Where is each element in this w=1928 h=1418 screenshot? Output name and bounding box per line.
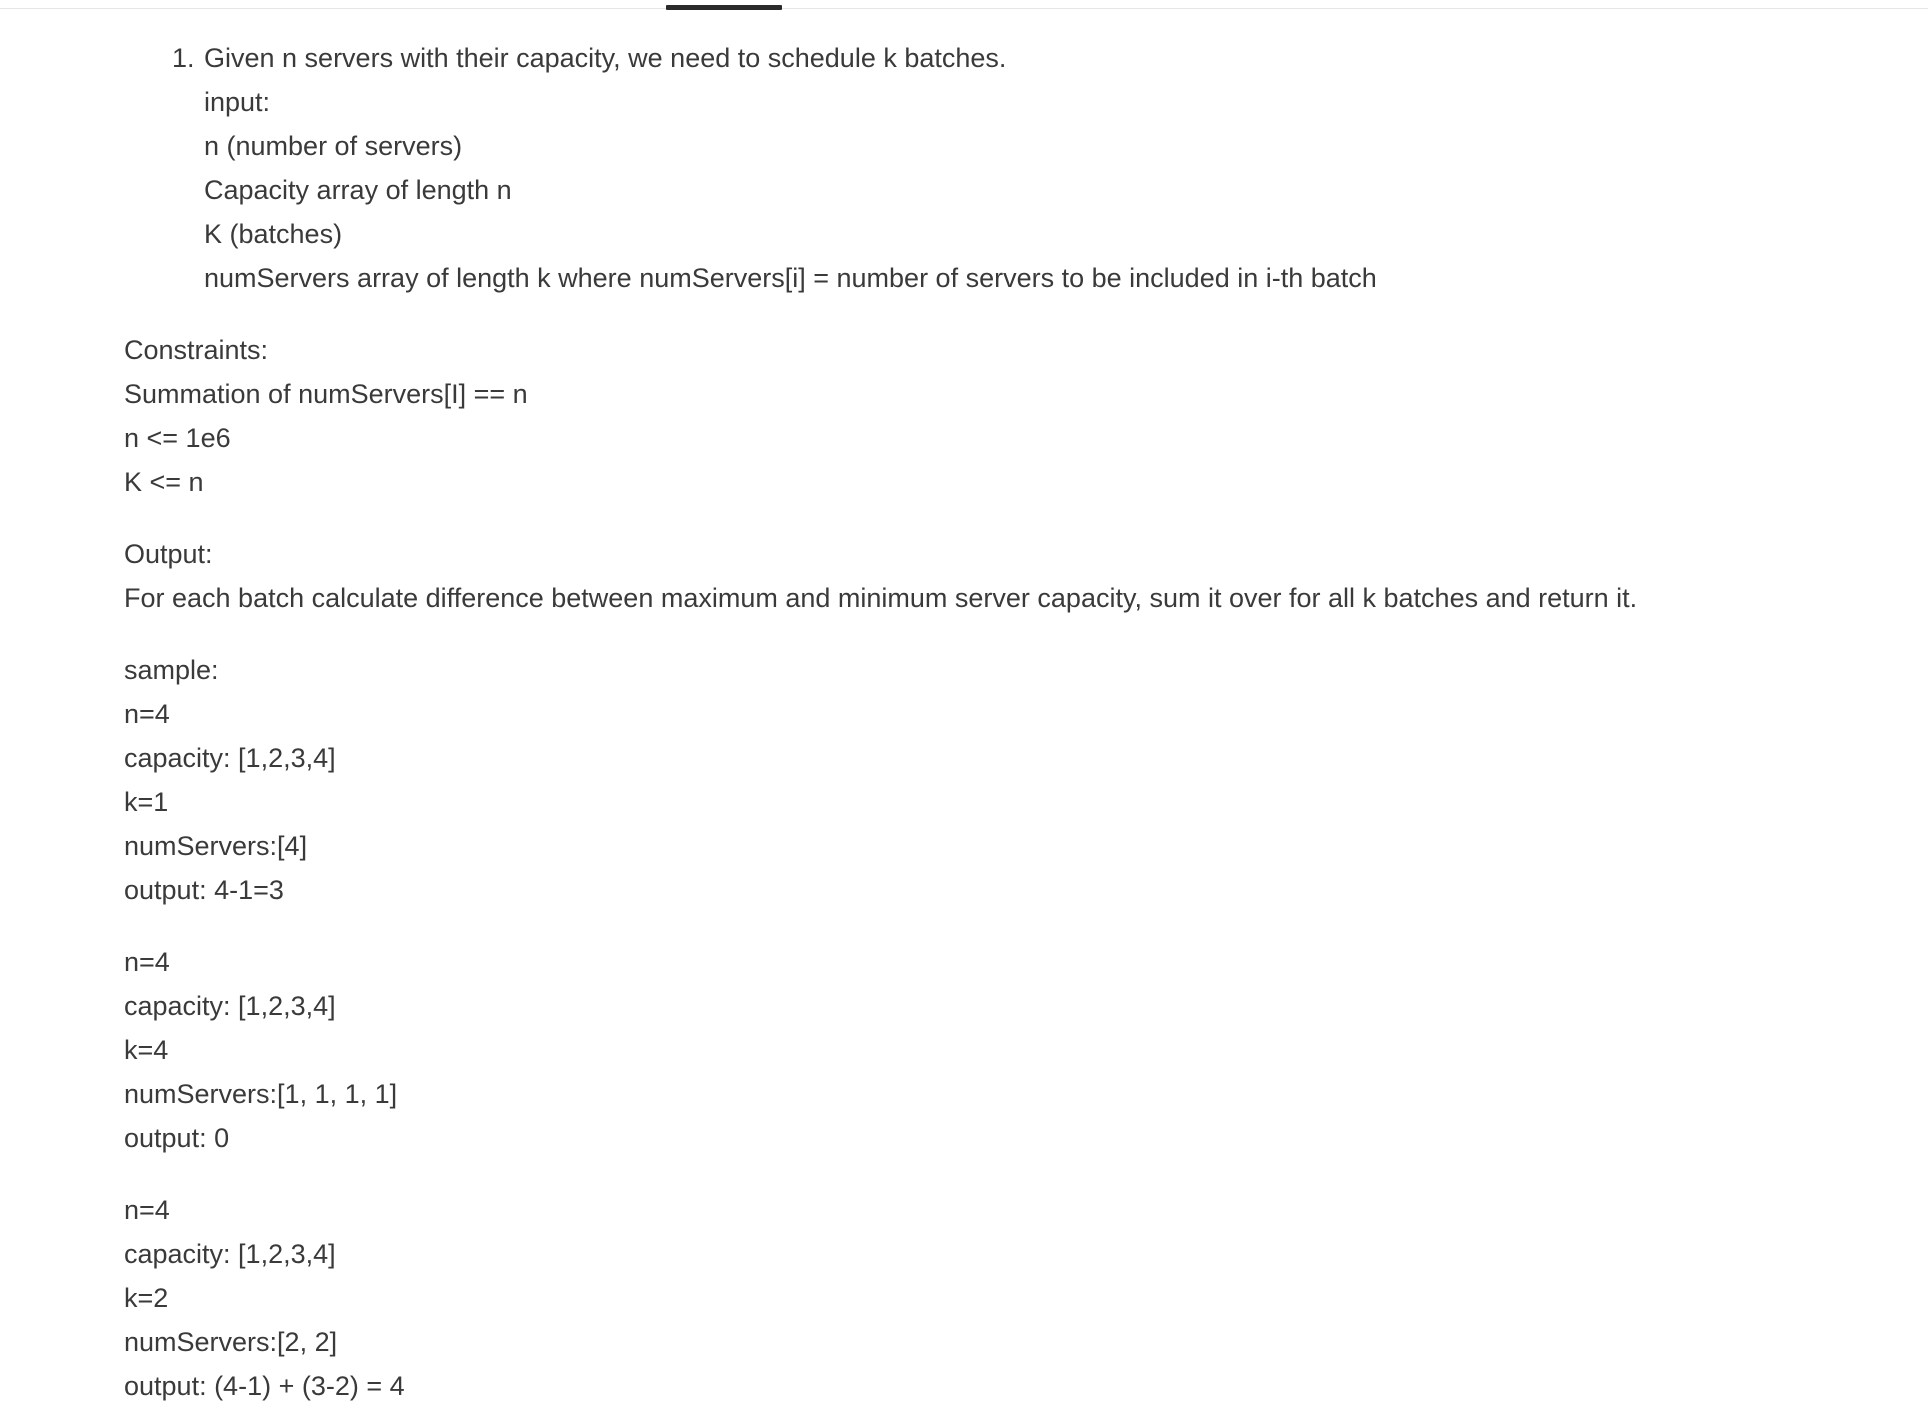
input-line-k: K (batches) xyxy=(204,219,343,249)
constraint-line: n <= 1e6 xyxy=(124,423,231,453)
input-line-capacity: Capacity array of length n xyxy=(204,175,512,205)
sample-numservers: numServers:[4] xyxy=(124,831,308,861)
input-line-n: n (number of servers) xyxy=(204,131,463,161)
sample-output: output: (4-1) + (3-2) = 4 xyxy=(124,1371,405,1401)
output-description: For each batch calculate difference between maximum and minimum server capacity, sum it over for all k batches and return it. xyxy=(124,583,1638,613)
constraint-line: Summation of numServers[I] == n xyxy=(124,379,528,409)
sample-k: k=4 xyxy=(124,1035,169,1065)
sample-capacity: capacity: [1,2,3,4] xyxy=(124,1239,336,1269)
problem-statement: Given n servers with their capacity, we need to schedule k batches. xyxy=(204,43,1007,73)
problem-list xyxy=(124,36,1904,300)
sample-capacity: capacity: [1,2,3,4] xyxy=(124,991,336,1021)
sample-output: output: 4-1=3 xyxy=(124,875,284,905)
sample-n: n=4 xyxy=(124,699,170,729)
sample-numservers: numServers:[2, 2] xyxy=(124,1327,338,1357)
sample-n: n=4 xyxy=(124,1195,170,1225)
constraints-section xyxy=(124,328,1904,504)
input-line-numservers: numServers array of length k where numServers[i] = number of servers to be included in i-th batch xyxy=(204,263,1377,293)
sample-capacity: capacity: [1,2,3,4] xyxy=(124,743,336,773)
constraints-heading: Constraints: xyxy=(124,335,269,365)
problem-item xyxy=(124,36,1904,300)
constraint-line: K <= n xyxy=(124,467,204,497)
samples-section xyxy=(124,648,1904,1408)
problem-number: 1. xyxy=(172,43,195,73)
sample-numservers: numServers:[1, 1, 1, 1] xyxy=(124,1079,398,1109)
samples-heading: sample: xyxy=(124,655,219,685)
sample-k: k=2 xyxy=(124,1283,169,1313)
sample-output: output: 0 xyxy=(124,1123,230,1153)
output-heading: Output: xyxy=(124,539,213,569)
sample-n: n=4 xyxy=(124,947,170,977)
sample-example xyxy=(124,940,1904,1160)
active-tab-indicator xyxy=(666,5,782,10)
sample-example xyxy=(124,692,1904,912)
problem-document xyxy=(124,36,1904,1408)
sample-example xyxy=(124,1188,1904,1408)
top-divider xyxy=(0,8,1928,9)
sample-k: k=1 xyxy=(124,787,169,817)
output-section xyxy=(124,532,1904,620)
input-label: input: xyxy=(204,87,271,117)
